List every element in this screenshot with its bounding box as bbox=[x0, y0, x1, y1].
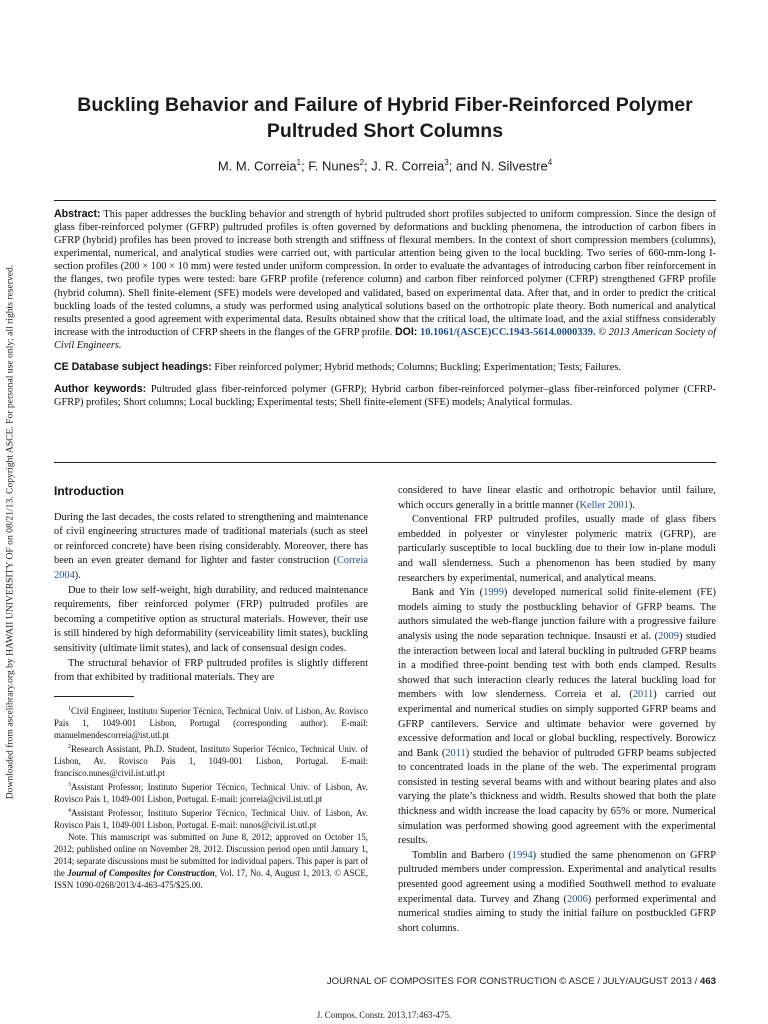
citation-link[interactable]: 1999 bbox=[483, 587, 504, 599]
body-text: ) studied the same phenomenon on GFRP pultruded members under compression. Experimental and analytical results presented good agreement using a modified Southwell method to evaluate experimental data. Turvey and Zhang ( bbox=[398, 849, 716, 905]
right-column bbox=[398, 484, 716, 936]
author-name: M. M. Correia bbox=[217, 158, 297, 174]
author-name: N. Silvestre bbox=[481, 158, 548, 174]
page-number: 463 bbox=[699, 976, 716, 987]
abstract-paragraph bbox=[54, 208, 716, 352]
body-text: ) studied the behavior of pultruded GFRP beams subjected to concentrated loads in the plane of the web. The experimental program consisted in testing several beams with and without bearing plates and also varying the plate’s thickness and width. Results showed that both the plate thickness and width increase the load capacity by 65% or more. Numerical simulation was performed showing good agreement with the experimental results. bbox=[398, 747, 716, 847]
note-text: , Vol. 17, No. 4, August 1, 2013. © ASCE, ISSN 1090-0268/2013/4-463-475/$25.00. bbox=[54, 867, 368, 890]
body-paragraph bbox=[398, 484, 716, 513]
author-separator: ; bbox=[301, 158, 309, 174]
body-text: During the last decades, the costs related to strengthening and maintenance of civil engineering structures made of traditional materials (such as steel or reinforced concrete) have been rising considerably. Moreover, there has been an even greater demand for lighter and faster construction ( bbox=[54, 511, 368, 567]
body-paragraph: Due to their low self-weight, high durability, and reduced maintenance requirements, fiber reinforced polymer (FRP) pultruded profiles are becoming a competitive option as structural materials. However, their use is still hindered by high deformability (serviceability limit states), buckling sensitivity (ultimate limit states), and lack of consensual design codes. bbox=[54, 584, 368, 654]
author-affiliation-mark: 2 bbox=[359, 158, 365, 167]
body-text: ) carried out experimental and numerical studies on simply supported GFRP beams and GFRP cantilevers. Service and ultimate behavior were governed by excessive deformation and local or global buckling, respectively. Borowicz and Bank ( bbox=[398, 689, 716, 759]
author-separator: ; and bbox=[448, 158, 482, 174]
ce-headings-label: CE Database subject headings: bbox=[54, 361, 212, 374]
author-keywords-text: Pultruded glass fiber-reinforced polymer (GFRP); Hybrid carbon fiber-reinforced polymer–glass fiber-reinforced polymer (CFRP-GFRP) profiles; Short columns; Local buckling; Experimental tests; Shell finite-element (SFE) models; Analytical formulas. bbox=[54, 384, 716, 409]
author-separator: ; bbox=[364, 158, 372, 174]
body-paragraph bbox=[398, 586, 716, 849]
body-paragraph: The structural behavior of FRP pultruded profiles is slightly different from that exhibited by traditional materials. They are bbox=[54, 657, 368, 684]
paper-title: Buckling Behavior and Failure of Hybrid Fiber-Reinforced Polymer Pultruded Short Columns bbox=[77, 94, 693, 142]
abstract-label: Abstract: bbox=[54, 208, 101, 220]
author-name: J. R. Correia bbox=[371, 158, 445, 174]
body-text: ) developed numerical solid finite-element (FE) models aiming to study the postbuckling behavior of GFRP beams. The authors simulated the web-flange junction failure with a progressive failure analysis using the node separation technique. Insausti et al. ( bbox=[398, 587, 716, 642]
footnotes bbox=[54, 703, 368, 891]
doi-label: DOI: bbox=[394, 325, 418, 338]
body-text: ) studied the interaction between local and lateral buckling in pultruded GFRP beams in a modified three-point bending test with both ends clamped. Results showed that such interaction clearly reduces the lateral buckling load for members with low slenderness. Correia et al. ( bbox=[398, 630, 716, 701]
note-text: Note. This manuscript was submitted on June 8, 2012; approved on October 15, 2012; published online on November 28, 2012. Discussion period open until January 1, 2014; separate discussions must be submitted for individual papers. This paper is part of the bbox=[54, 831, 368, 878]
citation-link[interactable]: 2011 bbox=[445, 747, 466, 759]
doi-link[interactable]: 10.1061/(ASCE)CC.1943-5614.0000339. bbox=[420, 326, 596, 338]
left-column bbox=[54, 484, 368, 891]
author-affiliation-mark: 1 bbox=[296, 158, 302, 167]
footnote bbox=[54, 805, 368, 831]
citation-link[interactable]: 1994 bbox=[511, 849, 533, 861]
body-paragraph bbox=[398, 849, 716, 937]
citation-link[interactable]: 2009 bbox=[658, 630, 679, 642]
citation-link[interactable]: 2011 bbox=[632, 689, 654, 701]
footnote bbox=[54, 703, 368, 741]
abstract-bottom-rule bbox=[54, 462, 716, 463]
author-keywords-label: Author keywords: bbox=[54, 383, 147, 396]
body-text: ). bbox=[628, 499, 635, 511]
author-list bbox=[54, 158, 716, 173]
body-paragraph: Conventional FRP pultruded profiles, usually made of glass fibers embedded in polyester or vinylester polymeric matrix (GFRP), are particularly susceptible to local buckling due to their low in-plane moduli and wall slenderness. Such a phenomenon has been studied by many researchers by experimental, numerical, and analytical means. bbox=[398, 514, 716, 584]
journal-name: Journal of Composites for Construction bbox=[67, 867, 215, 878]
footnote-text: Research Assistant, Ph.D. Student, Instituto Superior Técnico, Technical Univ. of Lisbon, Av. Rovisco Pais 1, 1049-001 Lisbon, Portugal. E-mail: francisco.nunes@civil.ist.utl.pt bbox=[54, 743, 368, 778]
footnote-text: Assistant Professor, Instituto Superior Técnico, Technical Univ. of Lisbon, Av. Rovisco Pais 1, 1049-001 Lisbon, Portugal. E-mail: jcorreia@civil.ist.utl.pt bbox=[54, 781, 368, 804]
citation-link[interactable]: 2006 bbox=[567, 893, 588, 905]
body-text: considered to have linear elastic and orthotropic behavior until failure, which occurs generally in a brittle manner ( bbox=[398, 485, 716, 511]
ce-headings-text: Fiber reinforced polymer; Hybrid methods; Columns; Buckling; Experimentation; Tests; Failures. bbox=[214, 362, 621, 374]
author-affiliation-mark: 4 bbox=[547, 158, 553, 167]
copyright-notice: © 2013 American Society of Civil Engineers. bbox=[54, 326, 716, 351]
footnote bbox=[54, 779, 368, 805]
ce-headings-paragraph bbox=[54, 361, 716, 374]
footnote-text: Assistant Professor, Instituto Superior Técnico, Technical Univ. of Lisbon, Av. Rovisco Pais 1, 1049-001 Lisbon, Portugal. E-mail: nunos@civil.ist.utl.pt bbox=[54, 807, 368, 830]
footnote-text: Civil Engineer, Instituto Superior Técnico, Technical Univ. of Lisbon, Av. Rovisco Pais 1, 1049-001 Lisbon, Portugal (corresponding author). E-mail: manuelmendescorreia@ist.utl.pt bbox=[54, 705, 368, 740]
body-text: ). bbox=[74, 569, 81, 581]
author-affiliation-mark: 3 bbox=[444, 158, 449, 167]
citation-link[interactable]: Keller 2001 bbox=[579, 499, 629, 511]
author-name: F. Nunes bbox=[308, 158, 360, 174]
footnote-mark: 2 bbox=[68, 743, 71, 750]
footnote-rule bbox=[54, 696, 134, 697]
footnote bbox=[54, 741, 368, 779]
footnote-mark: 1 bbox=[68, 705, 71, 712]
manuscript-note bbox=[54, 831, 368, 891]
footnote-mark: 4 bbox=[68, 807, 71, 814]
citation-footer: J. Compos. Constr. 2013.17:463-475. bbox=[316, 1010, 452, 1020]
download-notice: Downloaded from ascelibrary.org by HAWAII UNIVERSITY OF on 08/21/13. Copyright ASCE. For personal use only; all rights reserved. bbox=[4, 264, 16, 800]
footnote-mark: 3 bbox=[68, 781, 71, 788]
journal-footer-text: JOURNAL OF COMPOSITES FOR CONSTRUCTION © ASCE / JULY/AUGUST 2013 / bbox=[326, 976, 700, 987]
abstract-block bbox=[54, 208, 716, 418]
body-paragraph bbox=[54, 511, 368, 584]
author-keywords-paragraph bbox=[54, 383, 716, 409]
download-notice-margin bbox=[0, 212, 20, 852]
citation-link[interactable]: Correia 2004 bbox=[54, 555, 368, 581]
body-text: Bank and Yin ( bbox=[412, 587, 484, 599]
introduction-heading: Introduction bbox=[54, 484, 124, 498]
abstract-text: This paper addresses the buckling behavior and strength of hybrid pultruded short profiles subjected to uniform compression. Since the design of glass fiber-reinforced polymer (GFRP) pultruded profiles is often governed by deformations and buckling phenomena, the introduction of carbon fibers in GFRP (hybrid) profiles has been proved to increase both strength and stiffness of flexural members. In the context of short compression members (columns), experimental, numerical, and analytical studies were carried out, with particular attention being given to the local buckling. Two series of 660-mm-long I-section profiles (200 × 100 × 10 mm) were tested under uniform compression. In order to evaluate the advantages of introducing carbon fiber reinforcement in the flanges, two profile types were tested: bare GFRP profile (reference column) and carbon fiber reinforced polymer (CFRP) strengthened GFRP profile (hybrid column). Shell finite-element (SFE) models were developed and validated, based on experimental data. After that, and in order to predict the critical buckling loads of the tested columns, a study was performed using analytical solutions based on the orthotropic plate theory. Both numerical and analytical results presented a good agreement with experimental data. Results obtained show that the critical load, the ultimate load, and the axial stiffness considerably increase with the introduction of CFRP sheets in the flanges of the GFRP profile. bbox=[54, 209, 716, 338]
abstract-top-rule bbox=[54, 200, 716, 201]
running-footer bbox=[327, 976, 716, 987]
body-text: ) performed experimental and numerical studies aiming to study the initial failure on postbuckled GFRP short columns. bbox=[398, 893, 716, 934]
body-text: Tomblin and Barbero ( bbox=[412, 849, 512, 861]
